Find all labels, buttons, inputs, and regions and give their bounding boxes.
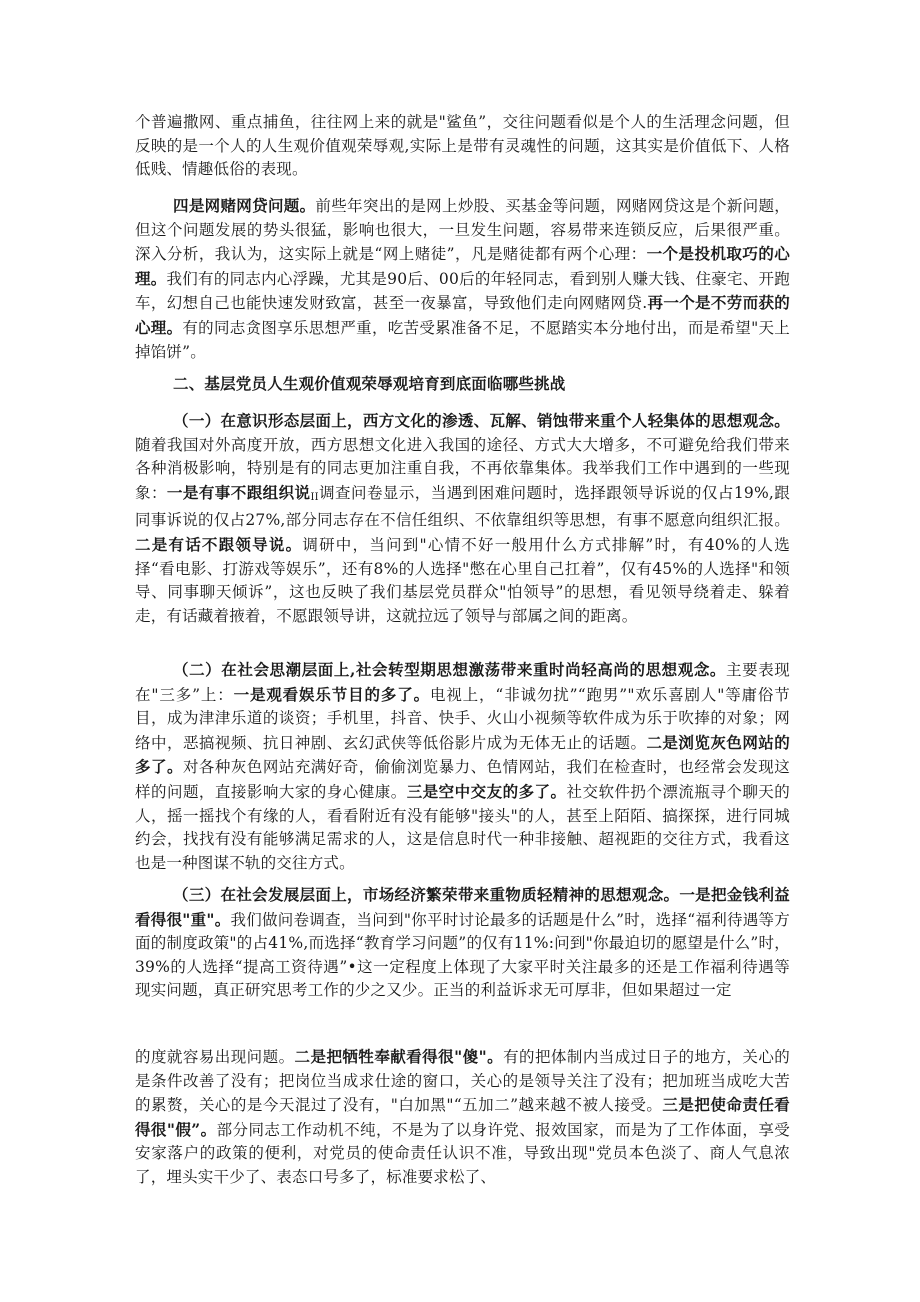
point-heading: 二是有话不跟领导说。 [135,534,303,554]
paragraph-social-trends: （二）在社会思潮层面上,社会转型期思想激荡带来重时尚轻高尚的思想观念。主要表现在"三多”上：一是观看娱乐节目的多了。电视上，“非诚勿扰”“跑男”"欢乐喜剧人"等庸俗节目，成为津津乐道的谈资；手机里，抖音、快手、火山小视频等软件成为乐于吹捧的对象；网络中，恶搞视频、抗日神剧、玄幻武侠等低俗影片成为无体无止的话题。二是浏览灰色网站的多了。对各种灰色网站充满好奇，偷偷浏览暴力、色情网站，我们在检查时，也经常会发现这样的问题，直接影响大家的身心健康。三是空中交友的多了。社交软件扔个漂流瓶寻个聊天的人，摇一摇找个有缘的人，看看附近有没有能够"接头"的人，甚至上陌陌、搞探探，进行同城约会，找找有没有能够满足需求的人，这是信息时代一种非接触、超视距的交往方式，我看这也是一种图谋不轨的交往方式。 [135,660,790,872]
paragraph-sacrifice-and-duty: 的度就容易出现问题。二是把牺牲奉献看得很"傻"。有的把体制内当成过日子的地方，关心的是条件改善了没有；把岗位当成求仕途的窗口，关心的是领导关注了没有；把加班当成吃大苦的累赘，关心的是今天混过了没有，"白加黑"“五加二”越来越不被人接受。三是把使命责任看得很"假”。部分同志工作动机不纯，不是为了以身许党、报效国家，而是为了工作体面，享受安家落户的政策的便利，对党员的使命责任认识不准，导致出现"党员本色淡了、商人气息浓了，埋头实干少了、表态口号多了，标准要求松了、 [135,1047,791,1186]
point-heading: 二是浏览灰色网站的多了。 [135,732,790,777]
point-heading: 四是网赌网贷问题。 [173,196,316,215]
point-heading: 再一个是不劳而获的心理。 [135,293,790,337]
subsection-heading: （二）在社会思潮层面上,社会转型期思想激荡带来重时尚轻高尚的思想观念。 [173,660,727,679]
section-heading: 二、基层党员人生观价值观荣辱观培育到底面临哪些挑战 [173,374,566,393]
point-heading: 三是把使命责任看得很"假”。 [135,1095,791,1139]
paragraph-social-issues-end: 个普遍撒网、重点捕鱼，往往网上来的就是"鲨鱼”，交往问题看似是个人的生活理念问题，但反映的是一个人的人生观价值观荣辱观,实际上是带有灵魂性的问题，这其实是价值低下、人格低贱、情趣低俗的表现。 [135,113,790,179]
paragraph-social-development: （三）在社会发展层面上，市场经济繁荣带来重物质轻精神的思想观念。一是把金钱利益看得很"重"。我们做问卷调查，当问到"你平时讨论最多的话题是什么”时，选择“福利待遇等方面的制度政策"的占41%,而选择“教育学习问题”的仅有11%:问到"你最迫切的愿望是什么”时，39%的人选择“提高工资待遇”•这一定程度上体现了大家平时关注最多的还是工作福利待遇等现实问题，真正研究思考工作的少之又少。正当的利益诉求无可厚非，但如果超过一定 [135,885,790,1000]
paragraph-online-gambling: 四是网赌网贷问题。前些年突出的是网上炒股、买基金等问题，网赌网贷这是个新问题，但这个问题发展的势头很猛，影响也很大，一旦发生问题，容易带来连锁反应，后果很严重。深入分析，我认为，这实际上就是“网上赌徒”，凡是赌徒都有两个心理：一个是投机取巧的心理。我们有的同志内心浮躁，尤其是90后、00后的年轻同志，看到别人赚大钱、住豪宅、开跑车，幻想自己也能快速发财致富，甚至一夜暴富，导致他们走向网赌网贷.再一个是不劳而获的心理。有的同志贪图享乐思想严重，吃苦受累准备不足，不愿踏实本分地付出，而是希望"天上掉馅饼”。 [135,196,790,361]
subsection-heading: （一）在意识形态层面上，西方文化的渗透、瓦解、销蚀带来重个人轻集体的思想观念。 [173,411,790,430]
point-heading: 三是空中交友的多了。 [406,781,567,801]
point-heading: 一是观看娱乐节目的多了。 [233,684,430,704]
paragraph-ideology: （一）在意识形态层面上，西方文化的渗透、瓦解、销蚀带来重个人轻集体的思想观念。随着我国对外高度开放，西方思想文化进入我国的途径、方式大大增多，不可避免给我们带来各种消极影响，特别是有的同志更加注重自我，不再依靠集体。我举我们工作中遇到的一些现象：一是有事不跟组织说$_{II}$调查问卷显示，当遇到困难问题时，选择跟领导诉说的仅占19%,跟同事诉说的仅占27%,部分同志存在不信任组织、不依靠组织等思想，有事不愿意向组织汇报。二是有话不跟领导说。调研中，当问到"心情不好一般用什么方式排解”时，有40%的人选择“看电影、打游戏等娱乐”，还有8%的人选择"憋在心里自己扛着”，仅有45%的人选择"和领导、同事聊天倾诉”，这也反映了我们基层党员群众"怕领导”的思想，看见领导绕着走、躲着走，有话藏着掖着，不愿跟领导讲，这就拉远了领导与部属之间的距离。 [135,411,790,625]
subsection-heading: （三）在社会发展层面上，市场经济繁荣带来重物质轻精神的思想观念。一是把金钱利益看得很"重"。 [135,885,790,929]
point-heading: 一个是投机取巧的心理。 [135,244,790,288]
point-heading: 一是有事不跟组织说 [166,482,311,502]
point-heading: 二是把牺牲奉献看得很"傻"。 [294,1047,504,1066]
